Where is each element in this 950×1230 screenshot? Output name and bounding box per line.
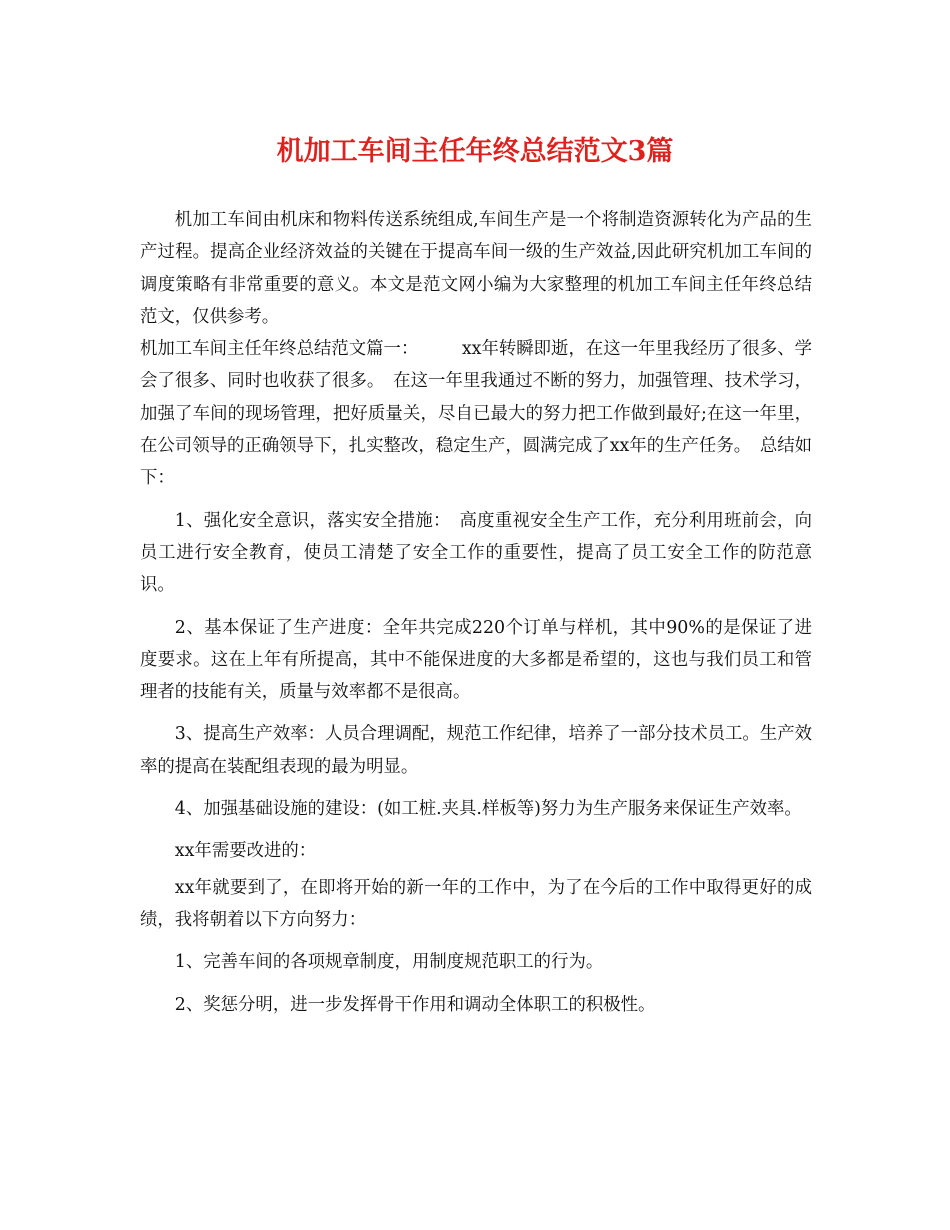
list-item-safety: 1、强化安全意识，落实安全措施： 高度重视安全生产工作，充分利用班前会，向员工进行安全教育，使员工清楚了安全工作的重要性，提高了员工安全工作的防范意识。: [140, 510, 812, 596]
list-item-infrastructure: 4、加强基础设施的建设：(如工桩.夹具.样板等)努力为生产服务来保证生产效率。: [174, 799, 802, 820]
list-item-progress: 2、基本保证了生产进度：全年共完成220个订单与样机，其中90%的是保证了进度要求。这在上年有所提高，其中不能保进度的大多都是希望的，这也与我们员工和管理者的技能有关，质量与效率都不是很高。: [140, 617, 812, 703]
improvement-heading: xx年需要改进的：: [174, 841, 317, 862]
document-body: [140, 204, 812, 1021]
improvement-item-rules: 1、完善车间的各项规章制度，用制度规范职工的行为。: [174, 952, 604, 973]
improvement-item-rewards: 2、奖惩分明，进一步发挥骨干作用和调动全体职工的积极性。: [174, 994, 656, 1015]
section-one-paragraph: 机加工车间主任年终总结范文篇一： xx年转瞬即逝，在这一年里我经历了很多、学会了很多、同时也收获了很多。 在这一年里我通过不断的努力，加强管理、技术学习，加强了车间的现场管理，把好质量关，尽自已最大的努力把工作做到最好;在这一年里，在公司领导的正确领导下，扎实整改，稳定生产，圆满完成了xx年的生产任务。 总结如下：: [140, 339, 812, 489]
list-item-efficiency: 3、提高生产效率：人员合理调配，规范工作纪律，培养了一部分技术员工。生产效率的提高在装配组表现的最为明显。: [140, 724, 812, 777]
document-title: 机加工车间主任年终总结范文3篇: [276, 136, 674, 167]
improvement-intro: xx年就要到了，在即将开始的新一年的工作中，为了在今后的工作中取得更好的成绩，我将朝着以下方向努力：: [140, 877, 812, 930]
intro-paragraph: 机加工车间由机床和物料传送系统组成,车间生产是一个将制造资源转化为产品的生产过程。提高企业经济效益的关键在于提高车间一级的生产效益,因此研究机加工车间的调度策略有非常重要的意义。本文是范文网小编为大家整理的机加工车间主任年终总结范文，仅供参考。: [140, 210, 812, 327]
